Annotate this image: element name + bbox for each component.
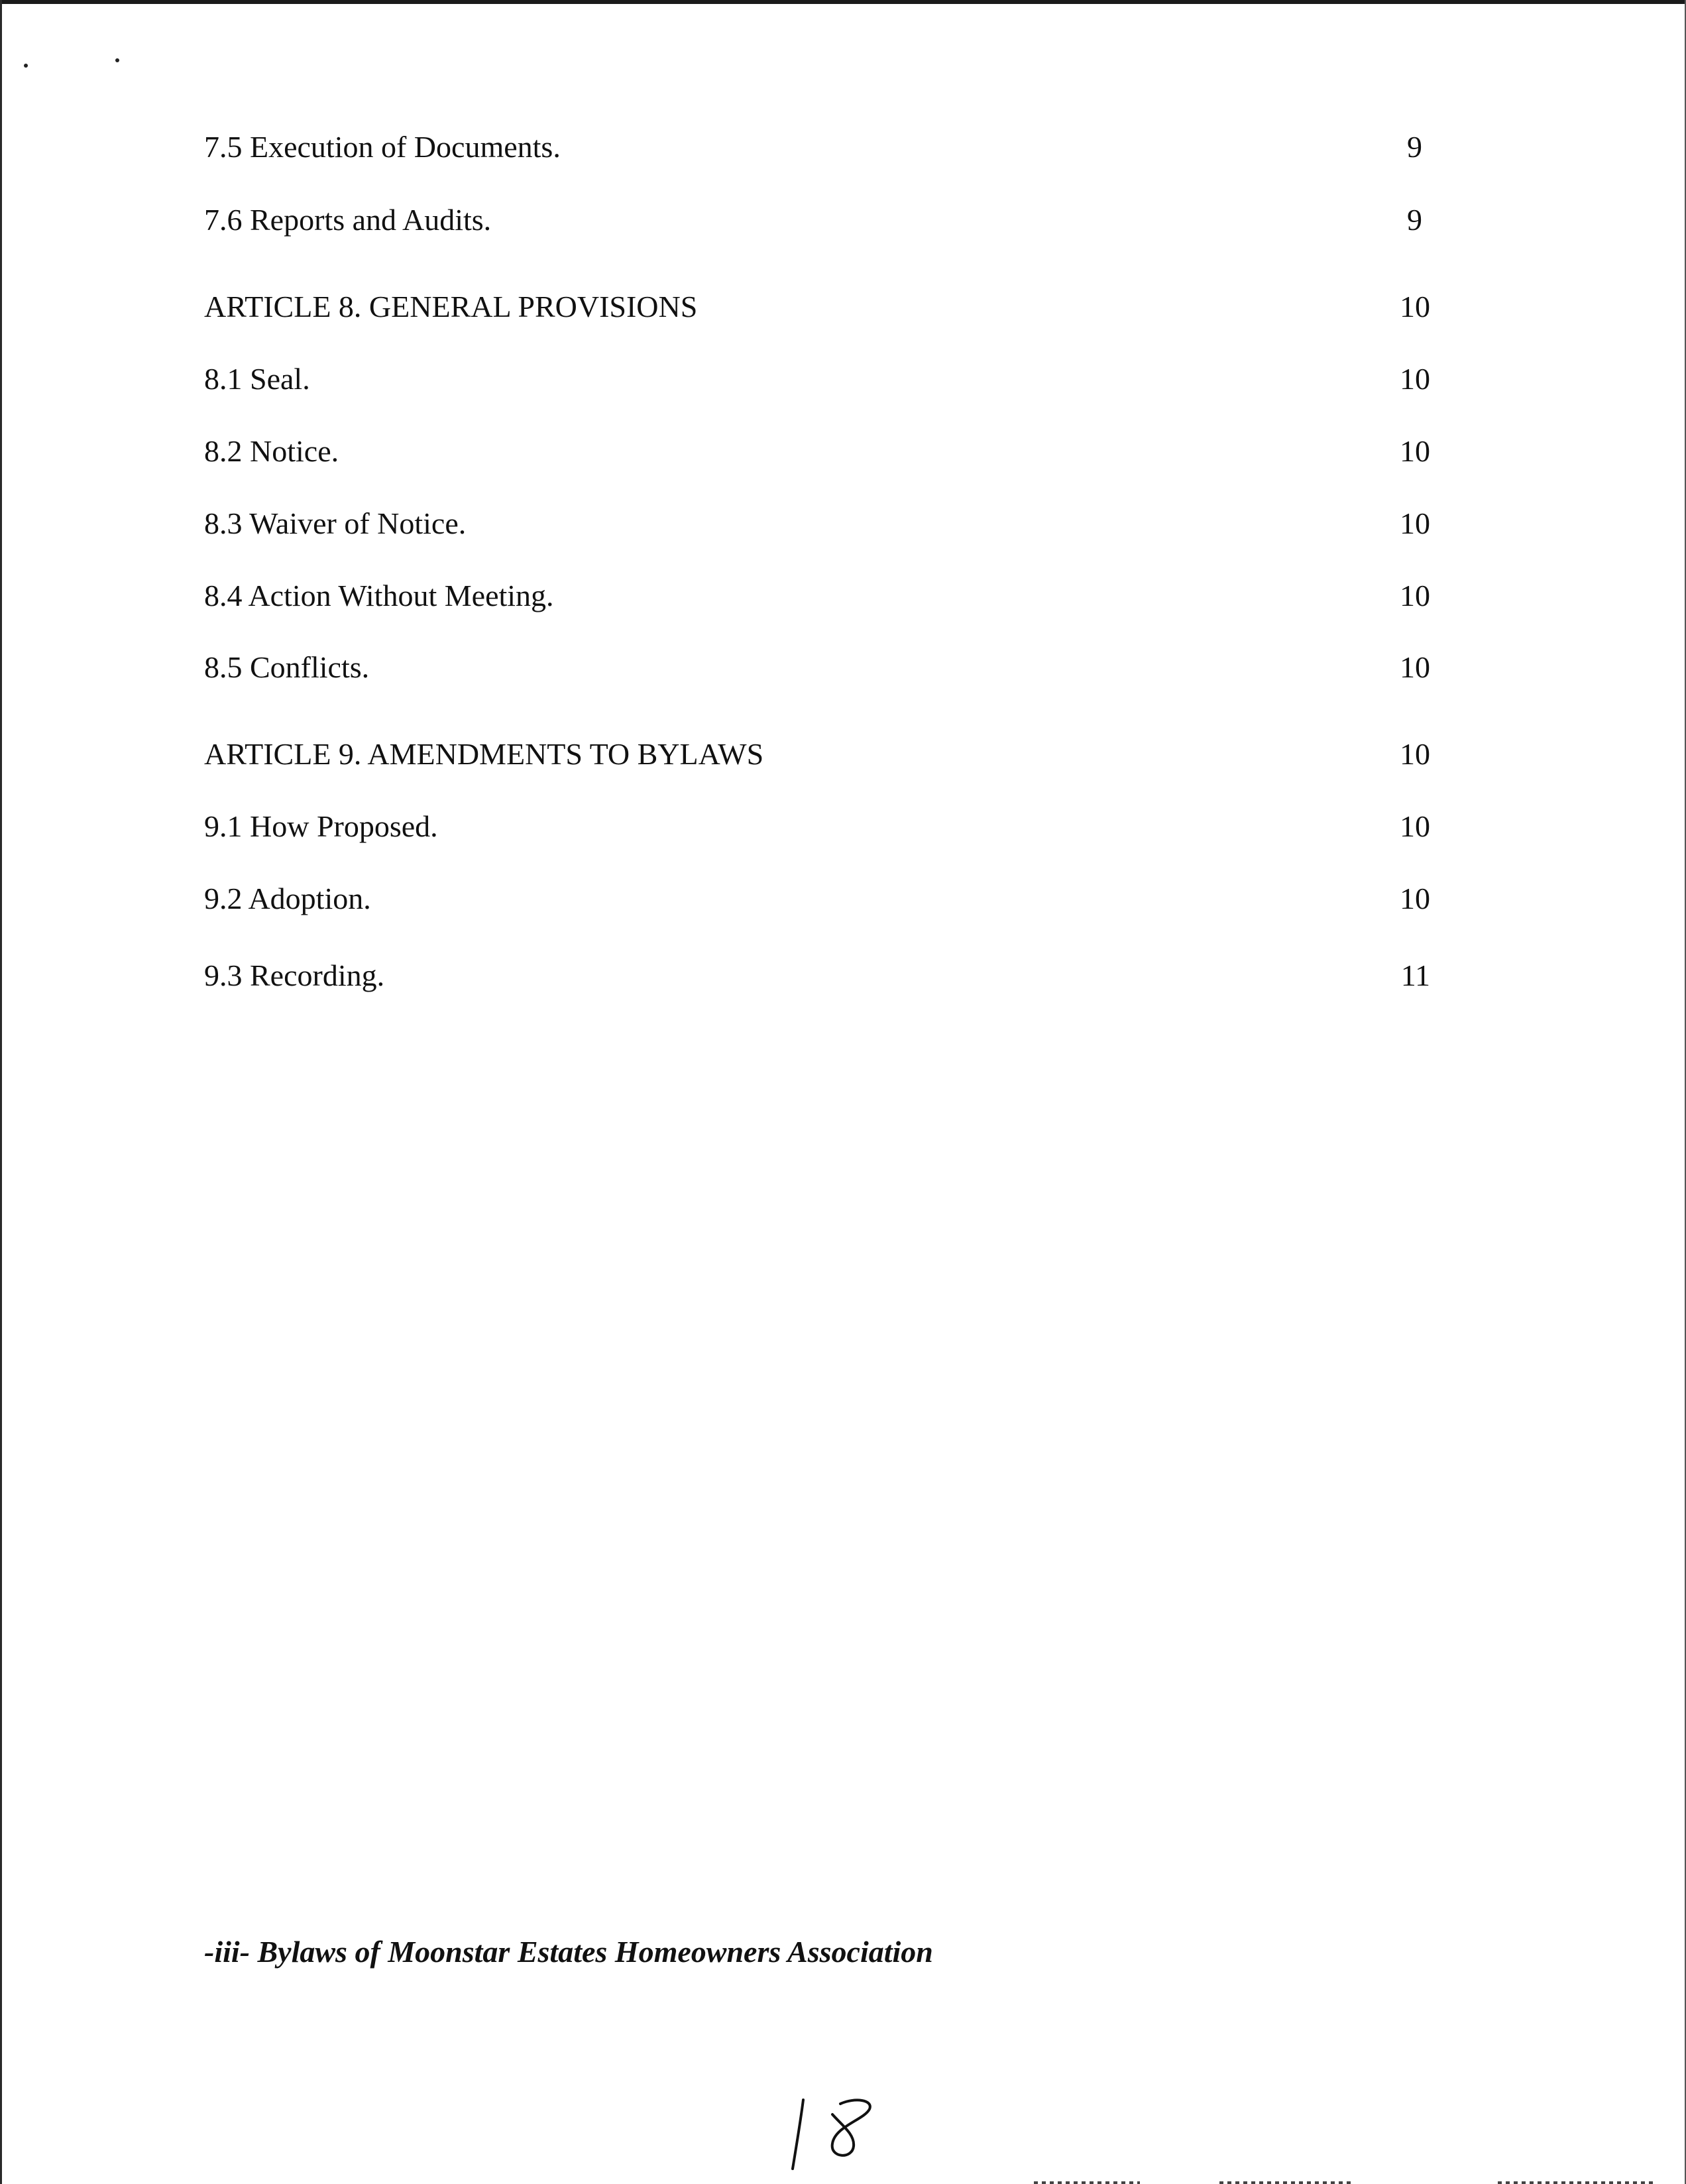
toc-entry	[204, 952, 1430, 999]
toc-entry	[204, 500, 1430, 547]
toc-entry-title: 8.3 Waiver of Notice.	[204, 506, 467, 540]
toc-entry-page: 10	[1400, 882, 1430, 915]
scan-bottom-mark	[1219, 2181, 1352, 2184]
toc-entry-title: 8.2 Notice.	[204, 434, 339, 468]
toc-entry-title: ARTICLE 9. AMENDMENTS TO BYLAWS	[204, 737, 764, 771]
toc-entry	[204, 731, 1430, 777]
scan-left-edge	[0, 0, 2, 2184]
toc-entry-title: 9.1 How Proposed.	[204, 809, 438, 843]
toc-entry-title: 8.1 Seal.	[204, 362, 310, 396]
scan-speck	[24, 64, 28, 68]
toc-entry-title: 7.6 Reports and Audits.	[204, 203, 492, 237]
scan-bottom-mark	[1498, 2181, 1657, 2184]
scan-top-edge	[0, 0, 1686, 4]
toc-entry-title: 9.2 Adoption.	[204, 882, 371, 915]
toc-entry	[204, 803, 1430, 850]
toc-entry	[204, 124, 1430, 170]
toc-entry-title: 8.5 Conflicts.	[204, 650, 370, 684]
toc-entry-page: 10	[1400, 434, 1430, 468]
toc-entry	[204, 644, 1430, 691]
toc-entry-page: 11	[1400, 958, 1430, 992]
toc-entry-page: 10	[1400, 579, 1430, 612]
toc-entry-page: 10	[1400, 506, 1430, 540]
toc-entry	[204, 428, 1430, 475]
toc-entry-title: 7.5 Execution of Documents.	[204, 130, 561, 164]
scan-speck	[115, 58, 119, 62]
toc-entry	[204, 284, 1430, 330]
toc-entry-page: 9	[1407, 203, 1422, 237]
page-footer: -iii- Bylaws of Moonstar Estates Homeowners Association	[204, 1935, 933, 1969]
toc-entry	[204, 573, 1430, 619]
toc-entry-title: ARTICLE 8. GENERAL PROVISIONS	[204, 290, 698, 323]
toc-entry	[204, 876, 1430, 922]
toc-entry-page: 10	[1400, 650, 1430, 684]
scan-bottom-mark	[1034, 2181, 1140, 2184]
toc-entry-page: 10	[1400, 362, 1430, 396]
handwritten-page-number	[789, 2095, 888, 2174]
toc-entry-page: 10	[1400, 809, 1430, 843]
toc-entry	[204, 356, 1430, 402]
toc-entry-page: 9	[1407, 130, 1422, 164]
toc-entry-title: 9.3 Recording.	[204, 958, 385, 992]
toc-entry-title: 8.4 Action Without Meeting.	[204, 579, 554, 612]
toc-entry-page: 10	[1400, 290, 1430, 323]
toc-entry	[204, 197, 1430, 243]
toc-entry-page: 10	[1400, 737, 1430, 771]
